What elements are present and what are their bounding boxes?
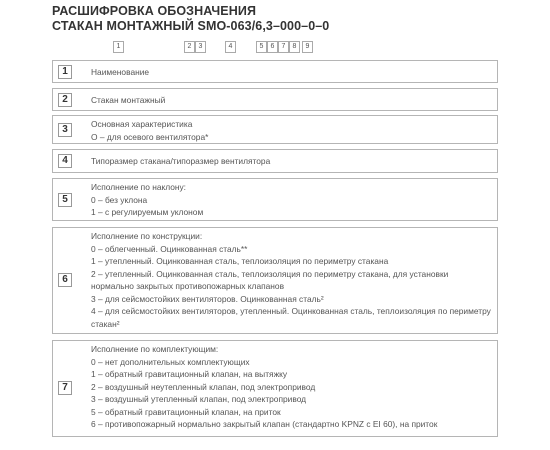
- row-description: [91, 155, 491, 168]
- row-description: [91, 343, 491, 431]
- description-line: 2 – воздушный неутепленный клапан, под электропривод: [91, 381, 316, 392]
- row-description: [91, 118, 491, 143]
- row-description: [91, 94, 491, 107]
- row-number: 3: [58, 123, 72, 137]
- description-line: 0 – без уклона: [91, 194, 148, 205]
- table-row: [52, 88, 498, 111]
- position-marker-3: 3: [195, 41, 206, 53]
- row-number: 1: [58, 65, 72, 79]
- position-marker-9: 9: [302, 41, 313, 53]
- description-line: Исполнение по наклону:: [91, 182, 187, 192]
- position-marker-4: 4: [225, 41, 236, 53]
- description-line: 0 – облегченный. Оцинкованная сталь**: [91, 243, 248, 254]
- position-marker-8: 8: [289, 41, 300, 53]
- description-line: Наименование: [91, 67, 150, 77]
- description-line: 4 – для сейсмостойких вентиляторов, утепленный. Оцинкованная сталь, теплоизоляция по периметру стакан²: [91, 306, 491, 329]
- position-marker-7: 7: [278, 41, 289, 53]
- row-number: 7: [58, 381, 72, 395]
- description-line: Исполнение по конструкции:: [91, 231, 203, 241]
- position-marker-1: 1: [113, 41, 124, 53]
- row-number: 2: [58, 93, 72, 107]
- table-row: [52, 115, 498, 144]
- description-line: 1 – с регулируемым уклоном: [91, 207, 204, 217]
- row-number: 6: [58, 273, 72, 287]
- description-line: О – для осевого вентилятора*: [91, 131, 209, 142]
- description-line: Типоразмер стакана/типоразмер вентилятора: [91, 156, 271, 166]
- description-line: 2 – утепленный. Оцинкованная сталь, теплоизоляция по периметру стакана, для установки нормально закрытых противопожарных клапанов: [91, 268, 449, 291]
- table-row: [52, 227, 498, 334]
- table-row: [52, 178, 498, 221]
- description-line: 3 – для сейсмостойких вентиляторов. Оцинкованная сталь²: [91, 293, 324, 304]
- row-number: 4: [58, 154, 72, 168]
- table-row: [52, 340, 498, 437]
- document-title: [52, 4, 329, 34]
- table-row: [52, 60, 498, 83]
- description-line: 1 – обратный гравитационный клапан, на вытяжку: [91, 369, 288, 379]
- description-line: Основная характеристика: [91, 119, 193, 129]
- row-number: 5: [58, 193, 72, 207]
- position-markers: [0, 41, 550, 53]
- table-row: [52, 149, 498, 173]
- row-description: [91, 181, 491, 219]
- description-line: Исполнение по комплектующим:: [91, 344, 219, 354]
- title-line-2: СТАКАН МОНТАЖНЫЙ SMO-063/6,3–000–0–0: [52, 19, 330, 33]
- title-line-1: РАСШИФРОВКА ОБОЗНАЧЕНИЯ: [52, 4, 257, 18]
- position-marker-6: 6: [267, 41, 278, 53]
- description-line: 3 – воздушный утепленный клапан, под электропривод: [91, 394, 307, 404]
- description-line: 6 – противопожарный нормально закрытый клапан (стандартно KPNZ с EI 60), на приток: [91, 419, 438, 429]
- description-line: 1 – утепленный. Оцинкованная сталь, теплоизоляция по периметру стакана: [91, 256, 389, 266]
- row-description: [91, 230, 491, 330]
- row-description: [91, 66, 491, 79]
- description-line: Стакан монтажный: [91, 95, 166, 105]
- description-line: 0 – нет дополнительных комплектующих: [91, 356, 250, 367]
- position-marker-5: 5: [256, 41, 267, 53]
- position-marker-2: 2: [184, 41, 195, 53]
- description-line: 5 – обратный гравитационный клапан, на приток: [91, 406, 281, 417]
